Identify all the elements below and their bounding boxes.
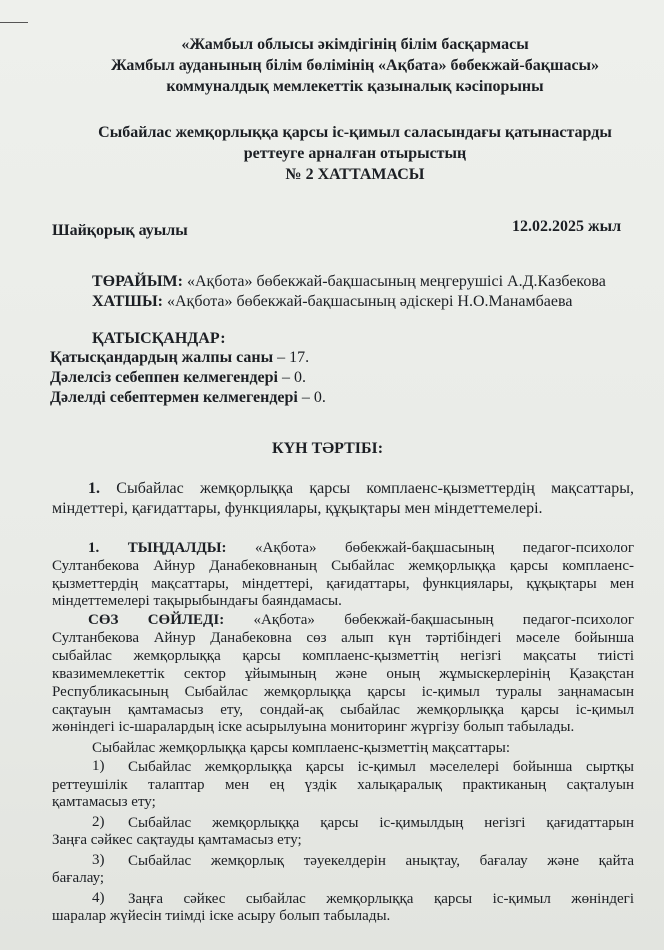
attendees-total	[50, 349, 309, 367]
agenda-heading: КҮН ТӘРТІБІ:	[272, 440, 384, 457]
agenda-item-line-1	[88, 479, 634, 499]
secretary-label: ХАТШЫ:	[92, 293, 163, 310]
title-line-2: реттеуге арналған отырыстың	[243, 145, 467, 162]
attendees-total-value: – 17.	[273, 349, 310, 366]
org-line-1: «Жамбыл облысы әкімдігінің білім басқармасы	[181, 36, 529, 53]
title-line-1: Сыбайлас жемқорлыққа қарсы іс-қимыл саласындағы қатынастарды	[98, 124, 612, 141]
goal-4-number: 4)	[92, 890, 105, 906]
goal-3-number: 3)	[92, 852, 105, 868]
document-title	[60, 122, 650, 185]
absent-excused	[50, 389, 326, 407]
spoke-line-5: Республикасының Сыбайлас жемқорлыққа қарсы іс-қимыл туралы заңнамасын	[52, 684, 634, 700]
chair-line	[92, 273, 606, 291]
chair-text: «Ақбота» бөбекжай-бақшасының меңгерушісі А.Д.Казбекова	[182, 273, 606, 290]
goal-3-line-1: Сыбайлас жемқорлық тәуекелдерін анықтау, бағалау және қайта	[128, 853, 634, 869]
goal-4-line-2: шаралар жүйесін тиімді іске асыру болып табылады.	[52, 908, 391, 924]
edge-mark	[0, 22, 28, 23]
place: Шайқорық ауылы	[52, 222, 188, 239]
agenda-item-number: 1.	[88, 480, 100, 497]
goal-2-line-1: Сыбайлас жемқорлыққа қарсы іс-қимылдың негізгі қағидаттарын	[128, 815, 634, 831]
agenda-item-line-2: міндеттері, қағидаттары, функциялары, құқықтары мен міндеттемелері.	[52, 500, 543, 517]
secretary-line	[92, 293, 572, 311]
goal-1-number: 1)	[92, 758, 105, 774]
goal-1-line-3: қамтамасыз ету;	[52, 794, 156, 810]
goal-3-line-2: бағалау;	[52, 870, 105, 886]
chair-label: ТӨРАЙЫМ:	[92, 273, 183, 290]
absent-unexcused-label: Дәлелсіз себеппен келмегендері	[50, 369, 278, 386]
secretary-text: «Ақбота» бөбекжай-бақшасының әдіскері Н.О.Манамбаева	[162, 293, 573, 310]
heard-label: 1. ТЫҢДАЛДЫ:	[88, 540, 227, 556]
goals-intro: Сыбайлас жемқорлыққа қарсы комплаенс-қызметтің мақсаттары:	[92, 740, 511, 756]
attendees-heading: ҚАТЫСҚАНДАР:	[92, 330, 226, 347]
spoke-line-7: жөніндегі іс-шаралардың іске асырылуына мониторинг жүргізу болып табылады.	[52, 719, 575, 735]
goal-4-line-1: Заңға сәйкес сыбайлас жемқорлыққа қарсы іс-қимыл жөніндегі	[128, 891, 634, 907]
heard-line-2: Султанбекова Айнур Данабековнаның Сыбайлас жемқорлыққа қарсы комплаенс-	[52, 558, 634, 574]
heard-line-1	[88, 539, 634, 557]
heard-line-4: міндеттемелері тақырыбындағы баяндамасы.	[52, 593, 342, 609]
attendees-total-label: Қатысқандардың жалпы саны	[50, 349, 274, 366]
org-line-2: Жамбыл ауданының білім бөлімінің «Ақбата» бөбекжай-бақшасы»	[110, 57, 600, 74]
spoke-line-2: Султанбекова Айнур Данабековна сөз алып күн тәртібіндегі мәселе бойынша	[52, 630, 634, 646]
spoke-line-1	[88, 611, 634, 629]
org-line-3: коммуналдық мемлекеттік қазыналық кәсіпорыны	[166, 78, 544, 95]
title-line-3: № 2 ХАТТАМАСЫ	[285, 166, 425, 183]
spoke-label: СӨЗ СӨЙЛЕДІ:	[88, 612, 225, 628]
spoke-line-6: сақтауын қамтамасыз ету, сондай-ақ сыбайлас жемқорлыққа қарсы іс-қимыл	[52, 702, 634, 718]
spoke-line-4: квазимемлекеттік сектор ұйымының және оның жұмыскерлерінің Қазақстан	[52, 666, 634, 682]
goal-1-line-2: реттеушілік талаптар мен ең үздік халықаралық практиканың сақталуын	[52, 777, 634, 793]
goal-2-number: 2)	[92, 814, 105, 830]
spoke-line-3: сыбайлас жемқорлыққа қарсы комплаенс-қызметтің негізгі мақсаты тиісті	[52, 648, 634, 664]
heard-text-1: «Ақбота» бөбекжай-бақшасының педагог-психолог	[226, 540, 634, 556]
date: 12.02.2025 жыл	[512, 218, 622, 235]
absent-excused-label: Дәлелді себептермен келмегендері	[50, 389, 298, 406]
agenda-item-text-1: Сыбайлас жемқорлыққа қарсы комплаенс-қызметтердің мақсаттары,	[100, 480, 634, 497]
spoke-text-1: «Ақбота» бөбекжай-бақшасының педагог-психолог	[224, 612, 634, 628]
absent-unexcused-value: – 0.	[278, 369, 306, 386]
goal-1-line-1: Сыбайлас жемқорлыққа қарсы іс-қимыл мәселелері бойынша сыртқы	[128, 759, 634, 775]
goal-2-line-2: Заңға сәйкес сақтауды қамтамасыз ету;	[52, 832, 302, 848]
absent-unexcused	[50, 369, 306, 387]
heard-line-3: қызметтердің мақсаттары, міндеттері, қағидаттары, функциялары, құқықтары мен	[52, 576, 634, 592]
org-header	[60, 34, 650, 97]
absent-excused-value: – 0.	[297, 389, 326, 406]
